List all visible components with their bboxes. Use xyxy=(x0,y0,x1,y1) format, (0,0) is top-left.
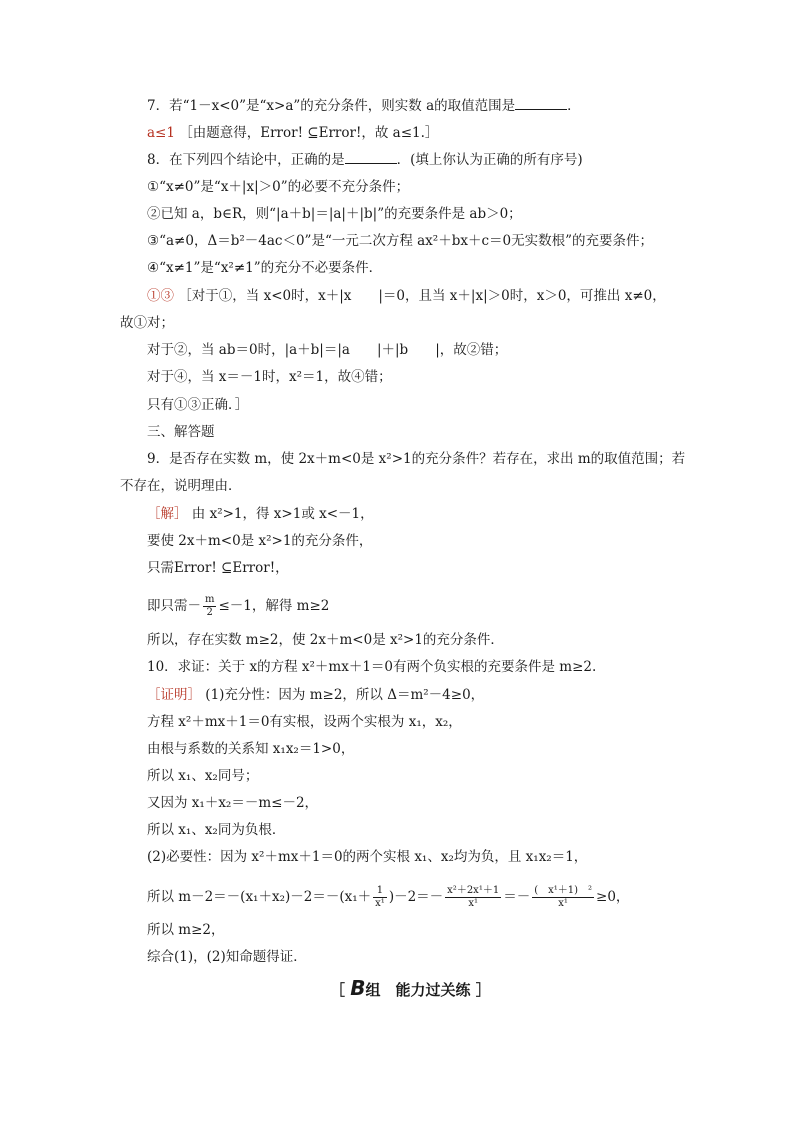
q10-proof-line-5: 又因为 x₁＋x₂＝－m≤－2， xyxy=(147,795,319,811)
q8-question: 8．在下列四个结论中，正确的是 ．(填上你认为正确的所有序号) xyxy=(147,152,583,168)
q10-question: 10．求证：关于 x的方程 x²＋mx＋1＝0有两个负实根的充要条件是 m≥2. xyxy=(147,659,597,675)
q9-question-line-1: 9．是否存在实数 m，使 2x＋m<0是 x²>1的充分条件？若存在，求出 m的取值范围；若 xyxy=(147,451,686,467)
q8-option-1: ①“x≠0”是“x＋|x|＞0”的必要不充分条件； xyxy=(147,179,410,195)
q9-solution-line-3: 只需Error! ⊆Error!， xyxy=(147,560,289,576)
q10-proof-line-8: 所以 m－2＝－(x₁＋x₂)－2＝－(x₁＋ $\frac{1}{\text{x¹}}$ )－2＝－ $\frac{\text{x²＋2x¹＋1}}{\text{x¹}}$ ＝－ $\frac{\text{( x¹＋1) ²}}{\text{x¹}}$ ≥0， xyxy=(147,885,630,909)
q9-solution-line-4: 即只需－ $\frac{m}{2}$ ≤－1，解得 m≥2 xyxy=(147,594,330,618)
q9-solution-line-5: 所以，存在实数 m≥2，使 2x＋m<0是 x²>1的充分条件． xyxy=(147,632,504,648)
q8-solution-line-2: 故①对； xyxy=(120,315,174,331)
section-heading: 三、解答题 xyxy=(147,424,215,440)
q10-proof-line-6: 所以 x₁、x₂同为负根． xyxy=(147,822,286,838)
q9-solution-line-2: 要使 2x＋m<0是 x²>1的充分条件， xyxy=(147,533,373,549)
q10-proof-line-4: 所以 x₁、x₂同号； xyxy=(147,768,259,784)
q10-proof-line-9: 所以 m≥2， xyxy=(147,922,225,938)
fraction: $\frac{\text{x²＋2x¹＋1}}{\text{x¹}}$ xyxy=(447,885,500,909)
section-b-heading: ［ B组 能力过关练 ］ xyxy=(330,976,491,1000)
q7-question: 7．若“1－x<0”是“x>a”的充分条件，则实数 a的取值范围是 ． xyxy=(147,98,581,114)
q10-proof-label: ［证明］ xyxy=(147,687,201,703)
q8-option-4: ④“x≠1”是“x²≠1”的充分不必要条件． xyxy=(147,260,383,276)
section-b-letter: B xyxy=(350,976,366,1000)
fraction: $\frac{m}{2}$ xyxy=(205,594,215,618)
q10-proof-line-7: (2)必要性：因为 x²＋mx＋1＝0的两个实根 x₁、x₂均为负，且 x₁x₂＝1， xyxy=(147,849,588,865)
q7-answer xyxy=(147,124,438,142)
q8-solution-line-5: 只有①③正确．］ xyxy=(147,397,249,413)
answer-blank xyxy=(515,97,567,110)
q9-solution-line-1: ［解］ 由 x²>1，得 x>1或 x<－1， xyxy=(147,506,374,522)
q10-proof-line-3: 由根与系数的关系知 x₁x₂＝1>0， xyxy=(147,741,355,757)
q8-solution-line-1: ①③ ［对于①，当 x<0时，x＋|x |＝0，且当 x＋|x|＞0时，x＞0，可推出 x≠0， xyxy=(147,288,666,304)
q8-solution-line-4: 对于④，当 x＝－1时，x²＝1，故④错； xyxy=(147,369,392,385)
q8-option-3: ③“a≠0，Δ＝b²－4ac＜0”是“一元二次方程 ax²＋bx＋c＝0无实数根”的充要条件； xyxy=(147,233,654,249)
fraction: $\frac{1}{\text{x¹}}$ xyxy=(375,885,385,909)
q8-answer-highlight: ①③ xyxy=(147,288,174,304)
q10-proof-line-1: ［证明］ (1)充分性：因为 m≥2，所以 Δ＝m²－4≥0， xyxy=(147,687,485,703)
q10-proof-line-10: 综合(1)，(2)知命题得证． xyxy=(147,949,307,965)
fraction: $\frac{\text{( x¹＋1) ²}}{\text{x¹}}$ xyxy=(534,885,593,909)
q8-solution-line-3: 对于②，当 ab＝0时，|a＋b|＝|a |＋|b |，故②错； xyxy=(147,342,508,358)
q10-proof-line-2: 方程 x²＋mx＋1＝0有实根，设两个实根为 x₁，x₂， xyxy=(147,714,462,730)
answer-blank xyxy=(345,151,397,164)
q7-answer-explanation: ［由题意得，Error! ⊆Error!，故 a≤1.］ xyxy=(179,125,439,141)
q9-question-line-2: 不存在，说明理由． xyxy=(120,478,242,494)
q9-solution-label: ［解］ xyxy=(147,506,188,522)
q8-option-2: ②已知 a，b∈R，则“|a＋b|＝|a|＋|b|”的充要条件是 ab＞0； xyxy=(147,206,522,222)
q7-answer-highlight: a≤1 xyxy=(147,125,175,141)
